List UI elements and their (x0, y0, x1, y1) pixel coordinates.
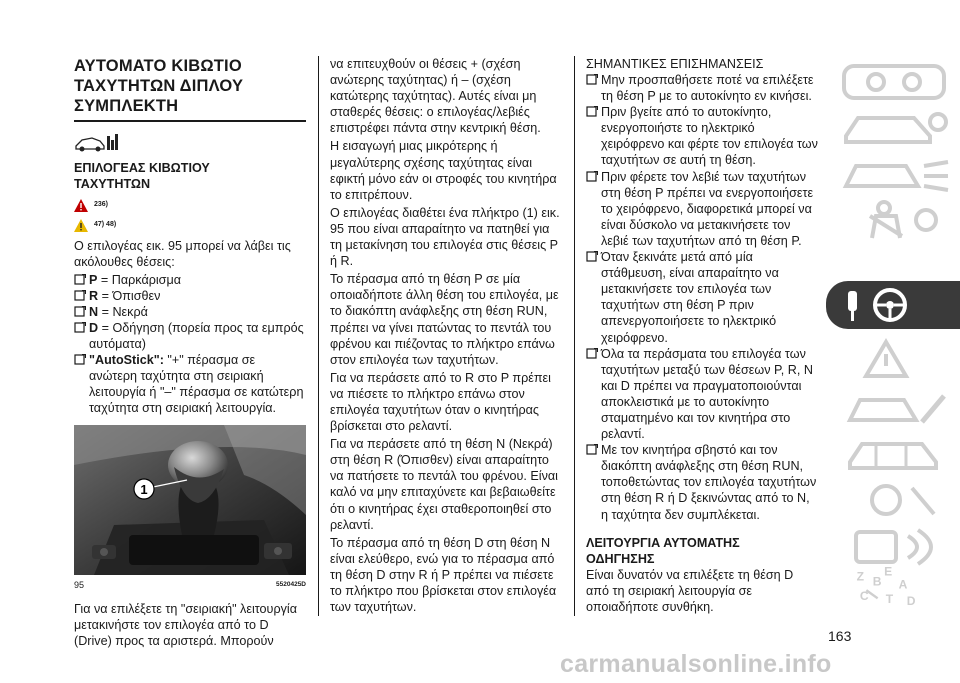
title-rule (74, 120, 306, 122)
column-divider (574, 56, 575, 616)
column-3 (586, 56, 818, 617)
paragraph: Ο επιλογέας διαθέτει ένα πλήκτρο (1) εικ. 95 που είναι απαραίτητο να πατηθεί για τη μετακίνηση του επιλογέα στις θέσεις P ή R. (330, 205, 560, 269)
auto-mode-title: ΛΕΙΤΟΥΡΓΙΑ ΑΥΤΟΜΑΤΗΣ ΟΔΗΓΗΣΗΣ (586, 535, 740, 566)
column-divider (318, 56, 319, 616)
list-item: Με τον κινητήρα σβηστό και τον διακόπτη ανάφλεξης στη θέση RUN, τοποθετώντας τον επιλογέα ταχυτήτων στη θέση R ή D ξεκινώντας από το N, η ταχύτητα δεν συμπλέκεται. (586, 442, 818, 522)
figure-caption (74, 577, 306, 593)
steering-key-icon (826, 281, 960, 329)
list-item: R = Όπισθεν (74, 288, 306, 304)
gear-selector-image (74, 425, 306, 575)
checkbox-icon (74, 274, 86, 286)
svg-text:T: T (885, 592, 894, 607)
car-feature-icon (74, 132, 120, 154)
intro-text: Ο επιλογέας εικ. 95 μπορεί να λάβει τις ακόλουθες θέσεις: (74, 238, 291, 269)
checkbox-icon (74, 354, 86, 366)
checkbox-icon (586, 106, 598, 118)
notes-title: ΣΗΜΑΝΤΙΚΕΣ ΕΠΙΣΗΜΑΝΣΕΙΣ (586, 57, 764, 71)
checkbox-icon (74, 290, 86, 302)
svg-text:C: C (859, 588, 869, 603)
car-safety-icon[interactable] (826, 106, 960, 148)
list-item: Μην προσπαθήσετε ποτέ να επιλέξετε τη θέση P με το αυτοκίνητο εν κινήσει. (586, 72, 818, 104)
checkbox-icon (586, 171, 598, 183)
paragraph: Η εισαγωγή μιας μικρότερης ή μεγαλύτερης σχέσης ταχύτητας είναι εφικτή μόνο εάν οι στροφές του κινητήρα το επιτρέπουν. (330, 139, 557, 202)
paragraph: Για να περάσετε από το R στο P πρέπει να πιέσετε το πλήκτρο επάνω στον επιλογέα ταχυτήτων όταν ο κινητήρας βρίσκεται στο ρελαντί. (330, 370, 551, 434)
warning-ref-2: 47) 48) (74, 218, 306, 234)
feature-icons (74, 130, 306, 156)
service-tools-icon[interactable] (826, 480, 960, 522)
gear-selector-photo (74, 425, 306, 575)
column-1 (74, 56, 306, 651)
media-icon[interactable] (826, 526, 960, 568)
svg-text:B: B (872, 574, 882, 589)
checkbox-icon (74, 306, 86, 318)
car-frame-icon[interactable] (826, 432, 960, 474)
svg-text:Z: Z (856, 569, 865, 584)
figure-number: 95 (74, 579, 85, 590)
section-title: ΕΠΙΛΟΓΕΑΣ ΚΙΒΩΤΙΟΥ ΤΑΧΥΤΗΤΩΝ (74, 160, 210, 191)
list-item: N = Νεκρά (74, 304, 306, 320)
list-item: "AutoStick": "+" πέρασμα σε ανώτερη ταχύτητα στη σειριακή λειτουργία ή "–" πέρασμα σε κατώτερη ταχύτητα στη σειριακή λειτουργία. (74, 352, 306, 416)
list-item: Όλα τα περάσματα του επιλογέα των ταχυτήτων μεταξύ των θέσεων P, R, N και D πρέπει να πραγματοποιούνται αποκλειστικά με το αυτοκίνητο σταματημένο και τον κινητήρα στο ρελαντί. (586, 346, 818, 443)
callout-label: 1 (140, 481, 148, 497)
car-dashboard-icon[interactable] (826, 60, 960, 102)
positions-list (74, 272, 306, 417)
danger-triangle-icon (74, 199, 88, 212)
auto-mode-text: Είναι δυνατόν να επιλέξετε τη θέση D από τη σειριακή λειτουργία σε οποιαδήποτε συνθήκη. (586, 567, 794, 614)
svg-text:E: E (884, 566, 893, 579)
checkbox-icon (74, 322, 86, 334)
caution-triangle-icon (74, 219, 88, 232)
warning-ref-1: 236) (74, 198, 306, 214)
car-lights-icon[interactable] (826, 152, 960, 194)
list-item: Όταν ξεκινάτε μετά από μία στάθμευση, είναι απαραίτητο να μετακινήσετε τον επιλογέα των ταχυτήτων στη θέση P πριν απενεργοποιήσετε το ηλεκτρικό χειρόφρενο. (586, 249, 818, 346)
alphabet-index-icon[interactable] (826, 566, 960, 608)
warning-triangle-icon[interactable] (826, 338, 960, 380)
column-2 (330, 56, 562, 617)
checkbox-icon (586, 444, 598, 456)
paragraph: να επιτευχθούν οι θέσεις + (σχέση ανώτερης ταχύτητας) ή – (σχέση κατώτερης ταχύτητας). Αυτές είναι μη σταθερές θέσεις: ο επιλογέας/λεβιές επιστρέφει πάντα στην κεντρική θέση. (330, 57, 541, 136)
after-figure-text: Για να επιλέξετε τη "σειριακή" λειτουργία μετακινήστε τον επιλογέα από το D (Drive) προς τα αριστερά. Μπορούν (74, 601, 297, 648)
paragraph: Για να περάσετε από τη θέση N (Νεκρά) στη θέση R (Όπισθεν) είναι απαραίτητο να πατήσετε το πεντάλ του φρένου. Είναι καλό να μην επιταχύνετε και βεβαιωθείτε ότι ο κινητήρας έχει σταθεροποιηθεί στο ρελαντί. (330, 437, 558, 532)
chapter-title: ΑΥΤΟΜΑΤΟ ΚΙΒΩΤΙΟ ΤΑΧΥΤΗΤΩΝ ΔΙΠΛΟΥ ΣΥΜΠΛΕΚΤΗ (74, 57, 244, 115)
paragraph: Το πέρασμα από τη θέση P σε μία οποιαδήποτε άλλη θέση του επιλογέα, με το διακόπτη ανάφλεξης στη θέση RUN, πρέπει να γίνει πατώντας το πεντάλ του φρένου και πιέζοντας το πλήκτρο επάνω στον επιλογέα των ταχυτήτων. (330, 272, 559, 367)
list-item: Πριν φέρετε τον λεβιέ των ταχυτήτων στη θέση P πρέπει να ενεργοποιήσετε το χειρόφρενο, διαφορετικά μπορεί να είναι δύσκολο να μετακινήσετε τον λεβιέ των ταχυτήτων από τη θέση P. (586, 169, 818, 249)
watermark: carmanualsonline.info (560, 650, 832, 678)
notes-list (586, 72, 818, 523)
checkbox-icon (586, 251, 598, 263)
checkbox-icon (586, 74, 598, 86)
svg-text:A: A (898, 577, 908, 592)
checkbox-icon (586, 348, 598, 360)
svg-text:D: D (906, 593, 916, 608)
page-number: 163 (828, 628, 852, 644)
list-item: P = Παρκάρισμα (74, 272, 306, 288)
figure-ref: 5520425D (276, 580, 306, 588)
list-item: D = Οδήγηση (πορεία προς τα εμπρός αυτόματα) (74, 320, 306, 352)
wrench-car-icon[interactable] (826, 386, 960, 428)
active-chapter-tab[interactable] (826, 281, 960, 329)
paragraph: Το πέρασμα από τη θέση D στη θέση N είναι ελεύθερο, ενώ για το πέρασμα από τη θέση D στην R ή P πρέπει να πιέσετε το πλήκτρο που βρίσκεται στον επιλογέα των ταχυτήτων. (330, 535, 557, 615)
seatbelt-icon[interactable] (826, 198, 960, 240)
list-item: Πριν βγείτε από το αυτοκίνητο, ενεργοποιήστε το ηλεκτρικό χειρόφρενο και φέρτε τον επιλογέα των ταχυτήτων σε αυτή τη θέση. (586, 104, 818, 168)
